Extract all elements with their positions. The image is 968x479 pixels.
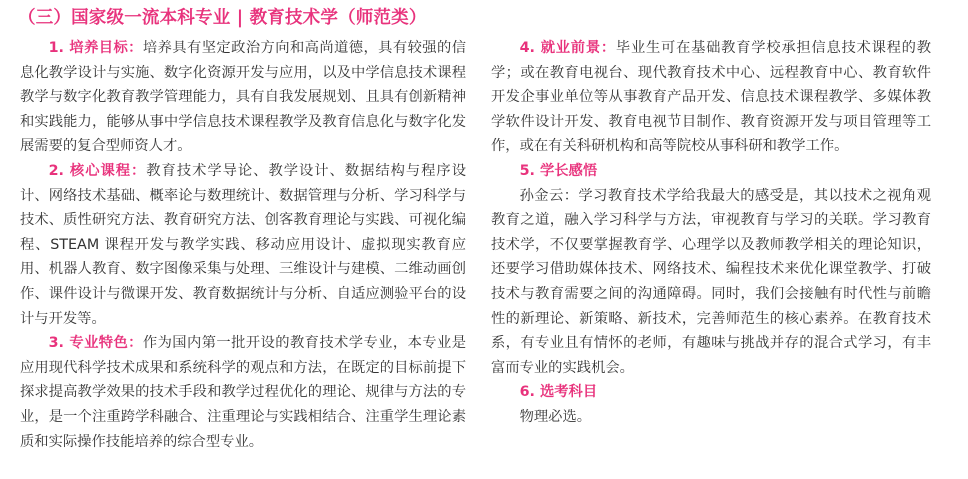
section-text: 孙金云：学习教育技术学给我最大的感受是，其以技术之视角观教育之道，融入学习科学与方法，审视教育与学习的关联。学习教育技术学，不仅要掌握教育学、心理学以及教师教学相关的理论知识，还要学习借助媒体技术、网络技术、编程技术来优化课堂教学、打破技术与教育需要之间的沟通障碍。同时，我们会接触有时代性与前瞻性的新理论、新策略、新技术，完善师范生的核心素养。在教育技术系，有专业且有情怀的老师，有趣味与挑战并存的混合式学习，有丰富而专业的实践机会。 [491, 187, 931, 376]
section-text: 毕业生可在基础教育学校承担信息技术课程的教学；或在教育电视台、现代教育技术中心、远程教育中心、教育软件开发企事业单位等从事教育产品开发、信息技术课程教学、多媒体教学软件设计开发、教育电视节目制作、教育资源开发与项目管理等工作，或在有关科研机构和高等院校从事科研和教学工作。 [491, 40, 932, 155]
section-text: 作为国内第一批开设的教育技术学专业，本专业是应用现代科学技术成果和系统科学的观点和方法，在既定的目标前提下探求提高教学效果的技术手段和教学过程优化的理论、规律与方法的专业，是一个注重跨学科融合、注重理论与实践相结合、注重学生理论素质和实际操作技能培养的综合型专业。 [20, 335, 466, 450]
section-heading: 2. 核心课程： [48, 162, 147, 179]
section-core-courses [20, 159, 466, 331]
section-features [20, 331, 466, 454]
section-senior-thoughts [491, 159, 931, 380]
section-training-goal [20, 36, 466, 159]
section-heading: 4. 就业前景： [519, 40, 616, 56]
section-subjects [491, 380, 931, 429]
section-text: 物理必选。 [519, 408, 592, 425]
section-heading: 3. 专业特色： [48, 335, 143, 352]
section-text: 教育技术学导论、教学设计、数据结构与程序设计、网络技术基础、概率论与数理统计、数据管理与分析、学习科学与技术、质性研究方法、教育研究方法、创客教育理论与实践、可视化编程、STEAM 课程开发与教学实践、移动应用设计、虚拟现实教育应用、机器人教育、数字图像采集与处理、三维设计与建模、二维动画创作、课件设计与微课开发、教育数据统计与分析、自适应测验平台的设计与开发等。 [20, 162, 466, 327]
right-column [491, 36, 931, 430]
section-text: 培养具有坚定政治方向和高尚道德，具有较强的信息化教学设计与实施、数字化资源开发与应用，以及中学信息技术课程教学与数字化教育教学管理能力，具有自我发展规划、且具有创新精神和实践能力，能够从事中学信息技术课程教学及教育信息化与数字化发展需要的复合型师资人才。 [20, 40, 466, 155]
left-column [20, 36, 466, 454]
section-heading: 6. 选考科目 [519, 384, 598, 401]
section-career [491, 36, 931, 159]
section-heading: 5. 学长感悟 [519, 162, 598, 179]
section-heading: 1. 培养目标： [48, 40, 143, 56]
page-title: （三）国家级一流本科专业 | 教育技术学（师范类） [18, 8, 427, 28]
